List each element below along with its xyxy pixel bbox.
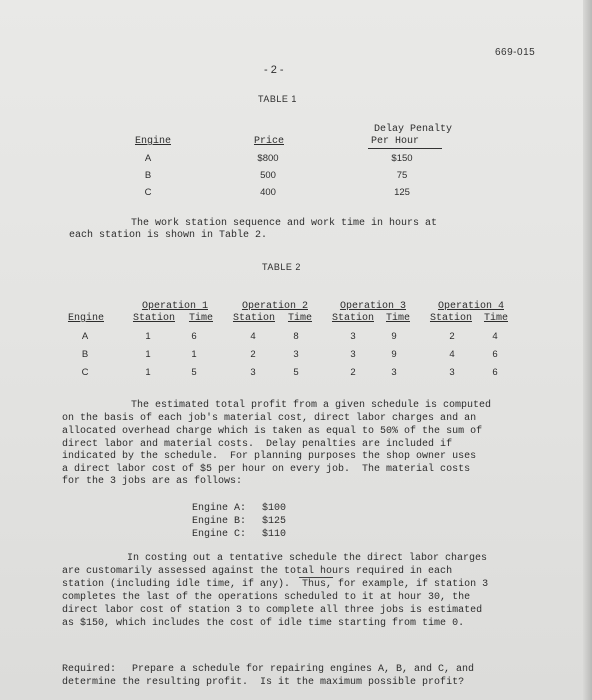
table2-value-cell: 6 [191,331,197,342]
table2-value-cell: 4 [449,349,455,360]
table2-engine-header: Engine [67,313,104,324]
table2-engine-cell: A [81,331,89,342]
table1-caption: TABLE 1 [258,94,297,104]
costing-line: In costing out a tentative schedule the direct labor charges [127,553,488,564]
table1-penalty-cell: 75 [396,170,408,181]
page-edge-shadow [583,0,592,700]
table2-value-cell: 4 [250,331,256,342]
table2-value-cell: 8 [293,331,299,342]
table2-operation-3-header: Operation 3 [339,301,406,312]
material-cost-label: Engine C: [192,529,247,540]
table2-operation-1-header: Operation 1 [141,301,208,312]
table2-value-cell: 3 [293,349,299,360]
profit-line: on the basis of each job's material cost, direct labor charges and an [62,413,477,424]
table1-price-cell: $800 [257,153,279,164]
costing-line: direct labor cost of station 3 to complete all three jobs is estimated [62,605,483,616]
profit-line: a direct labor cost of $5 per hour on every job. The material costs [62,464,471,475]
table2-time-subheader: Time [287,313,312,324]
table2-value-cell: 2 [449,331,455,342]
table1-penalty-cell: 125 [394,187,410,198]
table2-time-subheader: Time [188,313,213,324]
table2-value-cell: 1 [145,367,151,378]
costing-line: as $150, which includes the cost of idle time starting from time 0. [62,618,465,629]
material-cost-label: Engine A: [192,503,247,514]
table1-penalty-header-line2: Per Hour [370,136,419,147]
profit-line: The estimated total profit from a given schedule is computed [131,400,492,411]
table2-value-cell: 2 [350,367,356,378]
material-cost-value: $125 [262,516,287,527]
required-line-1: Prepare a schedule for repairing engines A, B, and C, and [120,664,475,675]
table2-value-cell: 5 [293,367,299,378]
document-code: 669-015 [495,47,536,58]
table1-penalty-header-line1: Delay Penalty [373,124,452,135]
table2-station-subheader: Station [132,313,175,324]
table2-time-subheader: Time [385,313,410,324]
table2-value-cell: 4 [492,331,498,342]
material-cost-value: $110 [262,529,287,540]
costing-line: are customarily assessed against the total hours required in each [62,566,453,577]
intro-line-2: each station is shown in Table 2. [69,230,268,241]
table1-engine-header: Engine [134,136,171,147]
table2-station-subheader: Station [232,313,275,324]
table1-price-header: Price [253,136,284,147]
table2-time-subheader: Time [483,313,508,324]
page-number: - 2 - [264,64,284,76]
table2-operation-2-header: Operation 2 [241,301,308,312]
table1-header-rule [368,148,442,149]
table2-engine-cell: C [81,367,89,378]
table2-value-cell: 2 [250,349,256,360]
table2-value-cell: 3 [350,349,356,360]
costing-line: station (including idle time, if any). Thus, for example, if station 3 [62,579,489,590]
total-underline [299,577,333,578]
table2-value-cell: 3 [250,367,256,378]
table1-engine-cell: B [144,170,152,181]
table2-caption: TABLE 2 [262,262,301,272]
table1-price-cell: 400 [260,187,276,198]
table1-price-cell: 500 [260,170,276,181]
table2-value-cell: 3 [391,367,397,378]
profit-line: for the 3 jobs are as follows: [62,476,243,487]
table2-operation-4-header: Operation 4 [437,301,504,312]
table1-engine-cell: A [144,153,152,164]
table2-engine-cell: B [81,349,89,360]
costing-line: completes the last of the operations scheduled to it at hour 30, the [62,592,471,603]
table2-value-cell: 1 [145,349,151,360]
table2-value-cell: 5 [191,367,197,378]
profit-line: allocated overhead charge which is taken as equal to 50% of the sum of [62,426,483,437]
table2-value-cell: 3 [350,331,356,342]
table2-value-cell: 9 [391,331,397,342]
required-line-2: determine the resulting profit. Is it the maximum possible profit? [62,677,465,688]
profit-line: direct labor and material costs. Delay penalties are included if [62,439,453,450]
table2-value-cell: 1 [191,349,197,360]
table2-value-cell: 6 [492,349,498,360]
intro-line-1: The work station sequence and work time in hours at [131,218,438,229]
required-label: Required: [62,664,117,675]
table2-station-subheader: Station [331,313,374,324]
material-cost-value: $100 [262,503,287,514]
table2-value-cell: 1 [145,331,151,342]
table2-value-cell: 6 [492,367,498,378]
table1-penalty-cell: $150 [391,153,413,164]
table2-station-subheader: Station [429,313,472,324]
table1-engine-cell: C [144,187,152,198]
material-cost-label: Engine B: [192,516,247,527]
table2-value-cell: 9 [391,349,397,360]
profit-line: indicated by the schedule. For planning purposes the shop owner uses [62,451,477,462]
table2-value-cell: 3 [449,367,455,378]
